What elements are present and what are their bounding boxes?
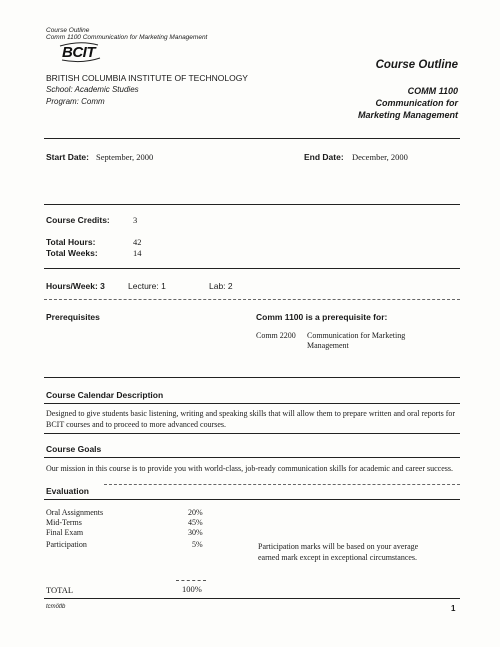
course-goals-text: Our mission in this course is to provide you with world-class, job-ready communication skills for academic and career success.	[46, 464, 454, 473]
divider	[44, 138, 460, 139]
prerequisite-for-name-1: Communication for Marketing	[307, 331, 406, 340]
start-date-value: September, 2000	[96, 152, 154, 162]
top-label-course-name: Comm 1100 Communication for Marketing Management	[46, 34, 208, 41]
prerequisite-for-label: Comm 1100 is a prerequisite for:	[256, 312, 388, 322]
top-label-course-outline: Course Outline	[46, 27, 90, 34]
evaluation-row-value: 5%	[192, 540, 203, 549]
prerequisites-label: Prerequisites	[46, 312, 100, 322]
evaluation-row-value: 20%	[188, 508, 203, 517]
calendar-description-text: Designed to give students basic listening, writing and speaking skills that will allow them to prepare written and oral reports for BCIT courses and to proceed to more advanced courses.	[46, 409, 456, 429]
institute-name: BRITISH COLUMBIA INSTITUTE OF TECHNOLOGY	[46, 73, 248, 83]
hours-per-week: Hours/Week: 3	[46, 281, 105, 291]
evaluation-row-label: Mid-Terms	[46, 518, 82, 527]
participation-note-line-2: earned mark except in exceptional circumstances.	[258, 553, 418, 562]
evaluation-row-label: Final Exam	[46, 528, 84, 537]
divider	[44, 268, 460, 269]
school-name: School: Academic Studies	[46, 85, 139, 94]
divider	[44, 433, 460, 434]
divider	[44, 598, 460, 599]
divider	[44, 457, 460, 458]
end-date-value: December, 2000	[352, 152, 408, 162]
total-value: 100%	[182, 584, 202, 594]
bcit-logo	[58, 41, 102, 63]
prerequisite-for-name-2: Management	[307, 341, 349, 350]
total-rule	[176, 580, 206, 581]
participation-note-line-1: Participation marks will be based on your average	[258, 542, 419, 551]
evaluation-heading: Evaluation	[46, 486, 89, 496]
evaluation-row-label: Oral Assignments	[46, 508, 104, 517]
evaluation-row-label: Participation	[46, 540, 87, 549]
dashed-divider	[104, 484, 460, 485]
footer-code: tcmötlb	[46, 604, 66, 610]
course-goals-heading: Course Goals	[46, 444, 102, 454]
divider	[44, 403, 460, 404]
program-name: Program: Comm	[46, 97, 105, 106]
dashed-divider	[44, 299, 460, 300]
logo-text: BCIT	[62, 44, 95, 61]
start-date-label: Start Date:	[46, 152, 89, 162]
evaluation-row-value: 30%	[188, 528, 203, 537]
total-hours-label: Total Hours:	[46, 237, 96, 247]
calendar-description-heading: Course Calendar Description	[46, 390, 164, 400]
course-name-line-1: Communication for	[375, 98, 458, 108]
course-credits-value: 3	[133, 215, 138, 225]
total-weeks-value: 14	[133, 248, 142, 258]
divider	[44, 377, 460, 378]
page-number: 1	[451, 604, 456, 613]
divider	[44, 204, 460, 205]
evaluation-row-value: 45%	[188, 518, 203, 527]
course-credits-label: Course Credits:	[46, 215, 110, 225]
course-name-line-2: Marketing Management	[357, 110, 458, 120]
course-code: COMM 1100	[407, 86, 458, 96]
total-hours-value: 42	[133, 237, 142, 247]
lecture-hours: Lecture: 1	[128, 281, 166, 291]
lab-hours: Lab: 2	[209, 281, 233, 291]
total-label: TOTAL	[46, 585, 74, 595]
end-date-label: End Date:	[304, 152, 344, 162]
total-weeks-label: Total Weeks:	[46, 248, 98, 258]
prerequisite-for-code: Comm 2200	[256, 331, 296, 340]
doc-title: Course Outline	[375, 59, 458, 71]
divider	[44, 499, 460, 500]
